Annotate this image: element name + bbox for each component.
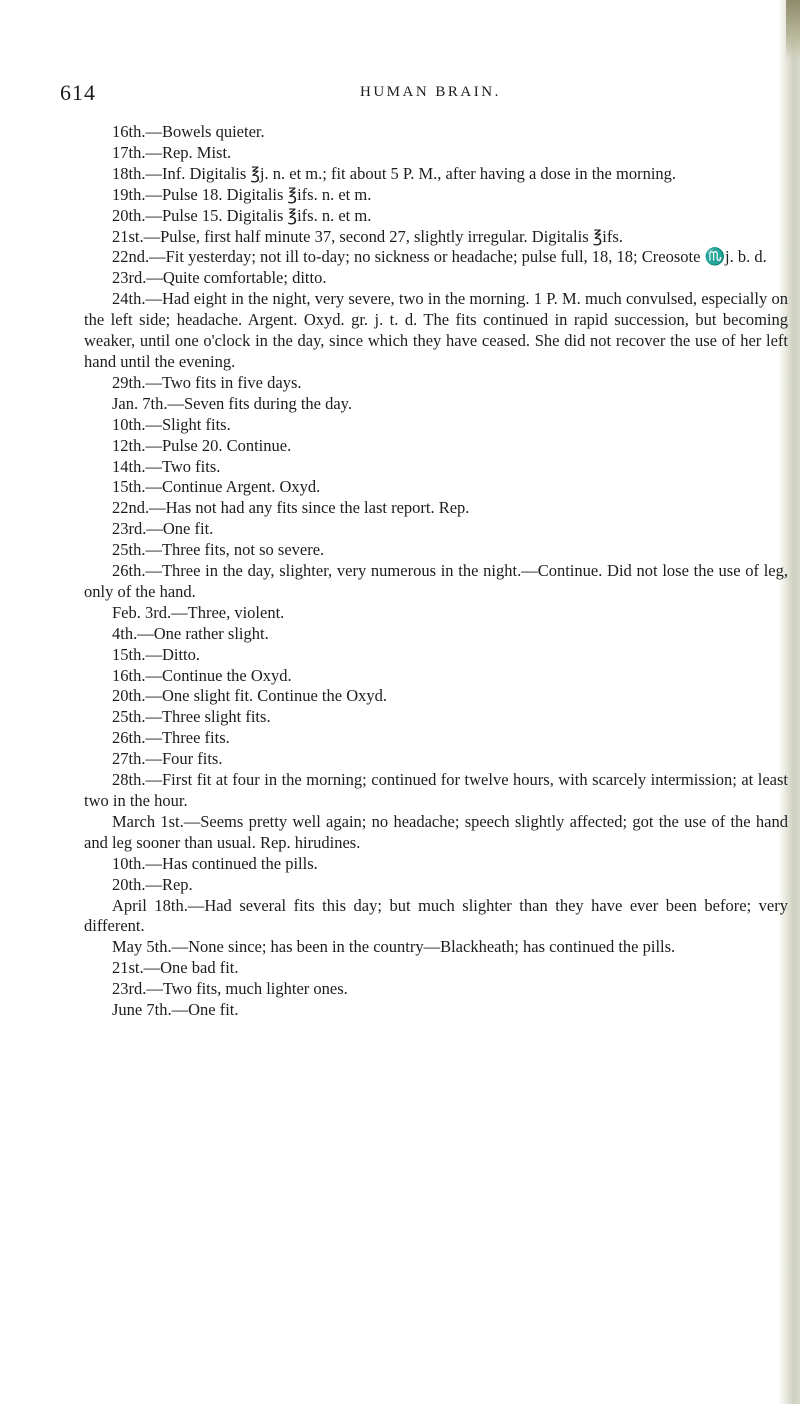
running-title: HUMAN BRAIN. (360, 84, 501, 100)
entry-20th: 20th.—Pulse 15. Digitalis ℥ifs. n. et m. (112, 205, 372, 225)
entry-feb-25th: 25th.—Three slight fits. (112, 707, 271, 727)
entry-feb-27th: 27th.—Four fits. (112, 749, 223, 769)
entry-17th: 17th.—Rep. Mist. (112, 142, 232, 162)
entry-21st: 21st.—Pulse, first half minute 37, second 27, slightly irregular. Digitalis ℥ifs. (112, 226, 623, 246)
page-number: 614 (60, 80, 96, 105)
entry-22nd: 22nd.—Fit yesterday; not ill to-day; no sickness or headache; pulse full, 18, 18; Creosote ♏j. b. d. (112, 247, 767, 267)
page-header (60, 80, 740, 108)
entry-feb-20th: 20th.—One slight fit. Continue the Oxyd. (112, 686, 387, 706)
entry-feb-16th: 16th.—Continue the Oxyd. (112, 665, 292, 685)
entry-march-1st: March 1st.—Seems pretty well again; no headache; speech slightly affected; got the use of the hand and leg sooner than usual. Rep. hirudines. (84, 811, 788, 852)
entry-16th: 16th.—Bowels quieter. (112, 122, 265, 141)
entry-march-10th: 10th.—Has continued the pills. (112, 853, 318, 873)
entry-29th: 29th.—Two fits in five days. (112, 372, 302, 392)
entry-june-7th: June 7th.—One fit. (112, 1000, 239, 1020)
case-notes (84, 122, 788, 1021)
entry-may-23rd: 23rd.—Two fits, much lighter ones. (112, 979, 348, 999)
entry-jan-23rd: 23rd.—One fit. (112, 519, 214, 539)
entry-jan-10th: 10th.—Slight fits. (112, 414, 231, 434)
entry-feb-28th: 28th.—First fit at four in the morning; continued for twelve hours, with scarcely intermission; at least two in the hour. (84, 770, 788, 810)
entry-feb-15th: 15th.—Ditto. (112, 644, 201, 664)
entry-18th: 18th.—Inf. Digitalis ℥j. n. et m.; fit about 5 P. M., after having a dose in the morning. (112, 163, 677, 183)
entry-march-20th: 20th.—Rep. (112, 874, 193, 894)
page-edge-stain (786, 0, 800, 60)
entry-jan-22nd: 22nd.—Has not had any fits since the last report. Rep. (112, 498, 470, 518)
entry-jan-7th: Jan. 7th.—Seven fits during the day. (112, 393, 352, 413)
entry-19th: 19th.—Pulse 18. Digitalis ℥ifs. n. et m. (112, 184, 372, 204)
entry-feb-4th: 4th.—One rather slight. (112, 623, 269, 643)
entry-april-18th: April 18th.—Had several fits this day; but much slighter than they have ever been before; very different. (84, 895, 788, 936)
entry-jan-14th: 14th.—Two fits. (112, 456, 221, 476)
entry-may-21st: 21st.—One bad fit. (112, 958, 239, 978)
entry-jan-26th: 26th.—Three in the day, slighter, very numerous in the night.—Continue. Did not lose the use of leg, only of the hand. (84, 561, 788, 601)
entry-23rd: 23rd.—Quite comfortable; ditto. (112, 268, 327, 288)
entry-jan-12th: 12th.—Pulse 20. Continue. (112, 435, 292, 455)
entry-24th: 24th.—Had eight in the night, very severe, two in the morning. 1 P. M. much convulsed, especially on the left side; headache. Argent. Oxyd. gr. j. t. d. The fits continued in rapid succession, but becoming weaker, until one o'clock in the day, since which they have ceased. She did not recover the use of her left hand until the evening. (84, 289, 788, 371)
entry-jan-25th: 25th.—Three fits, not so severe. (112, 540, 325, 560)
entry-jan-15th: 15th.—Continue Argent. Oxyd. (112, 477, 321, 497)
entry-feb-26th: 26th.—Three fits. (112, 728, 230, 748)
entry-feb-3rd: Feb. 3rd.—Three, violent. (112, 602, 285, 622)
entry-may-5th: May 5th.—None since; has been in the country—Blackheath; has continued the pills. (112, 937, 676, 957)
